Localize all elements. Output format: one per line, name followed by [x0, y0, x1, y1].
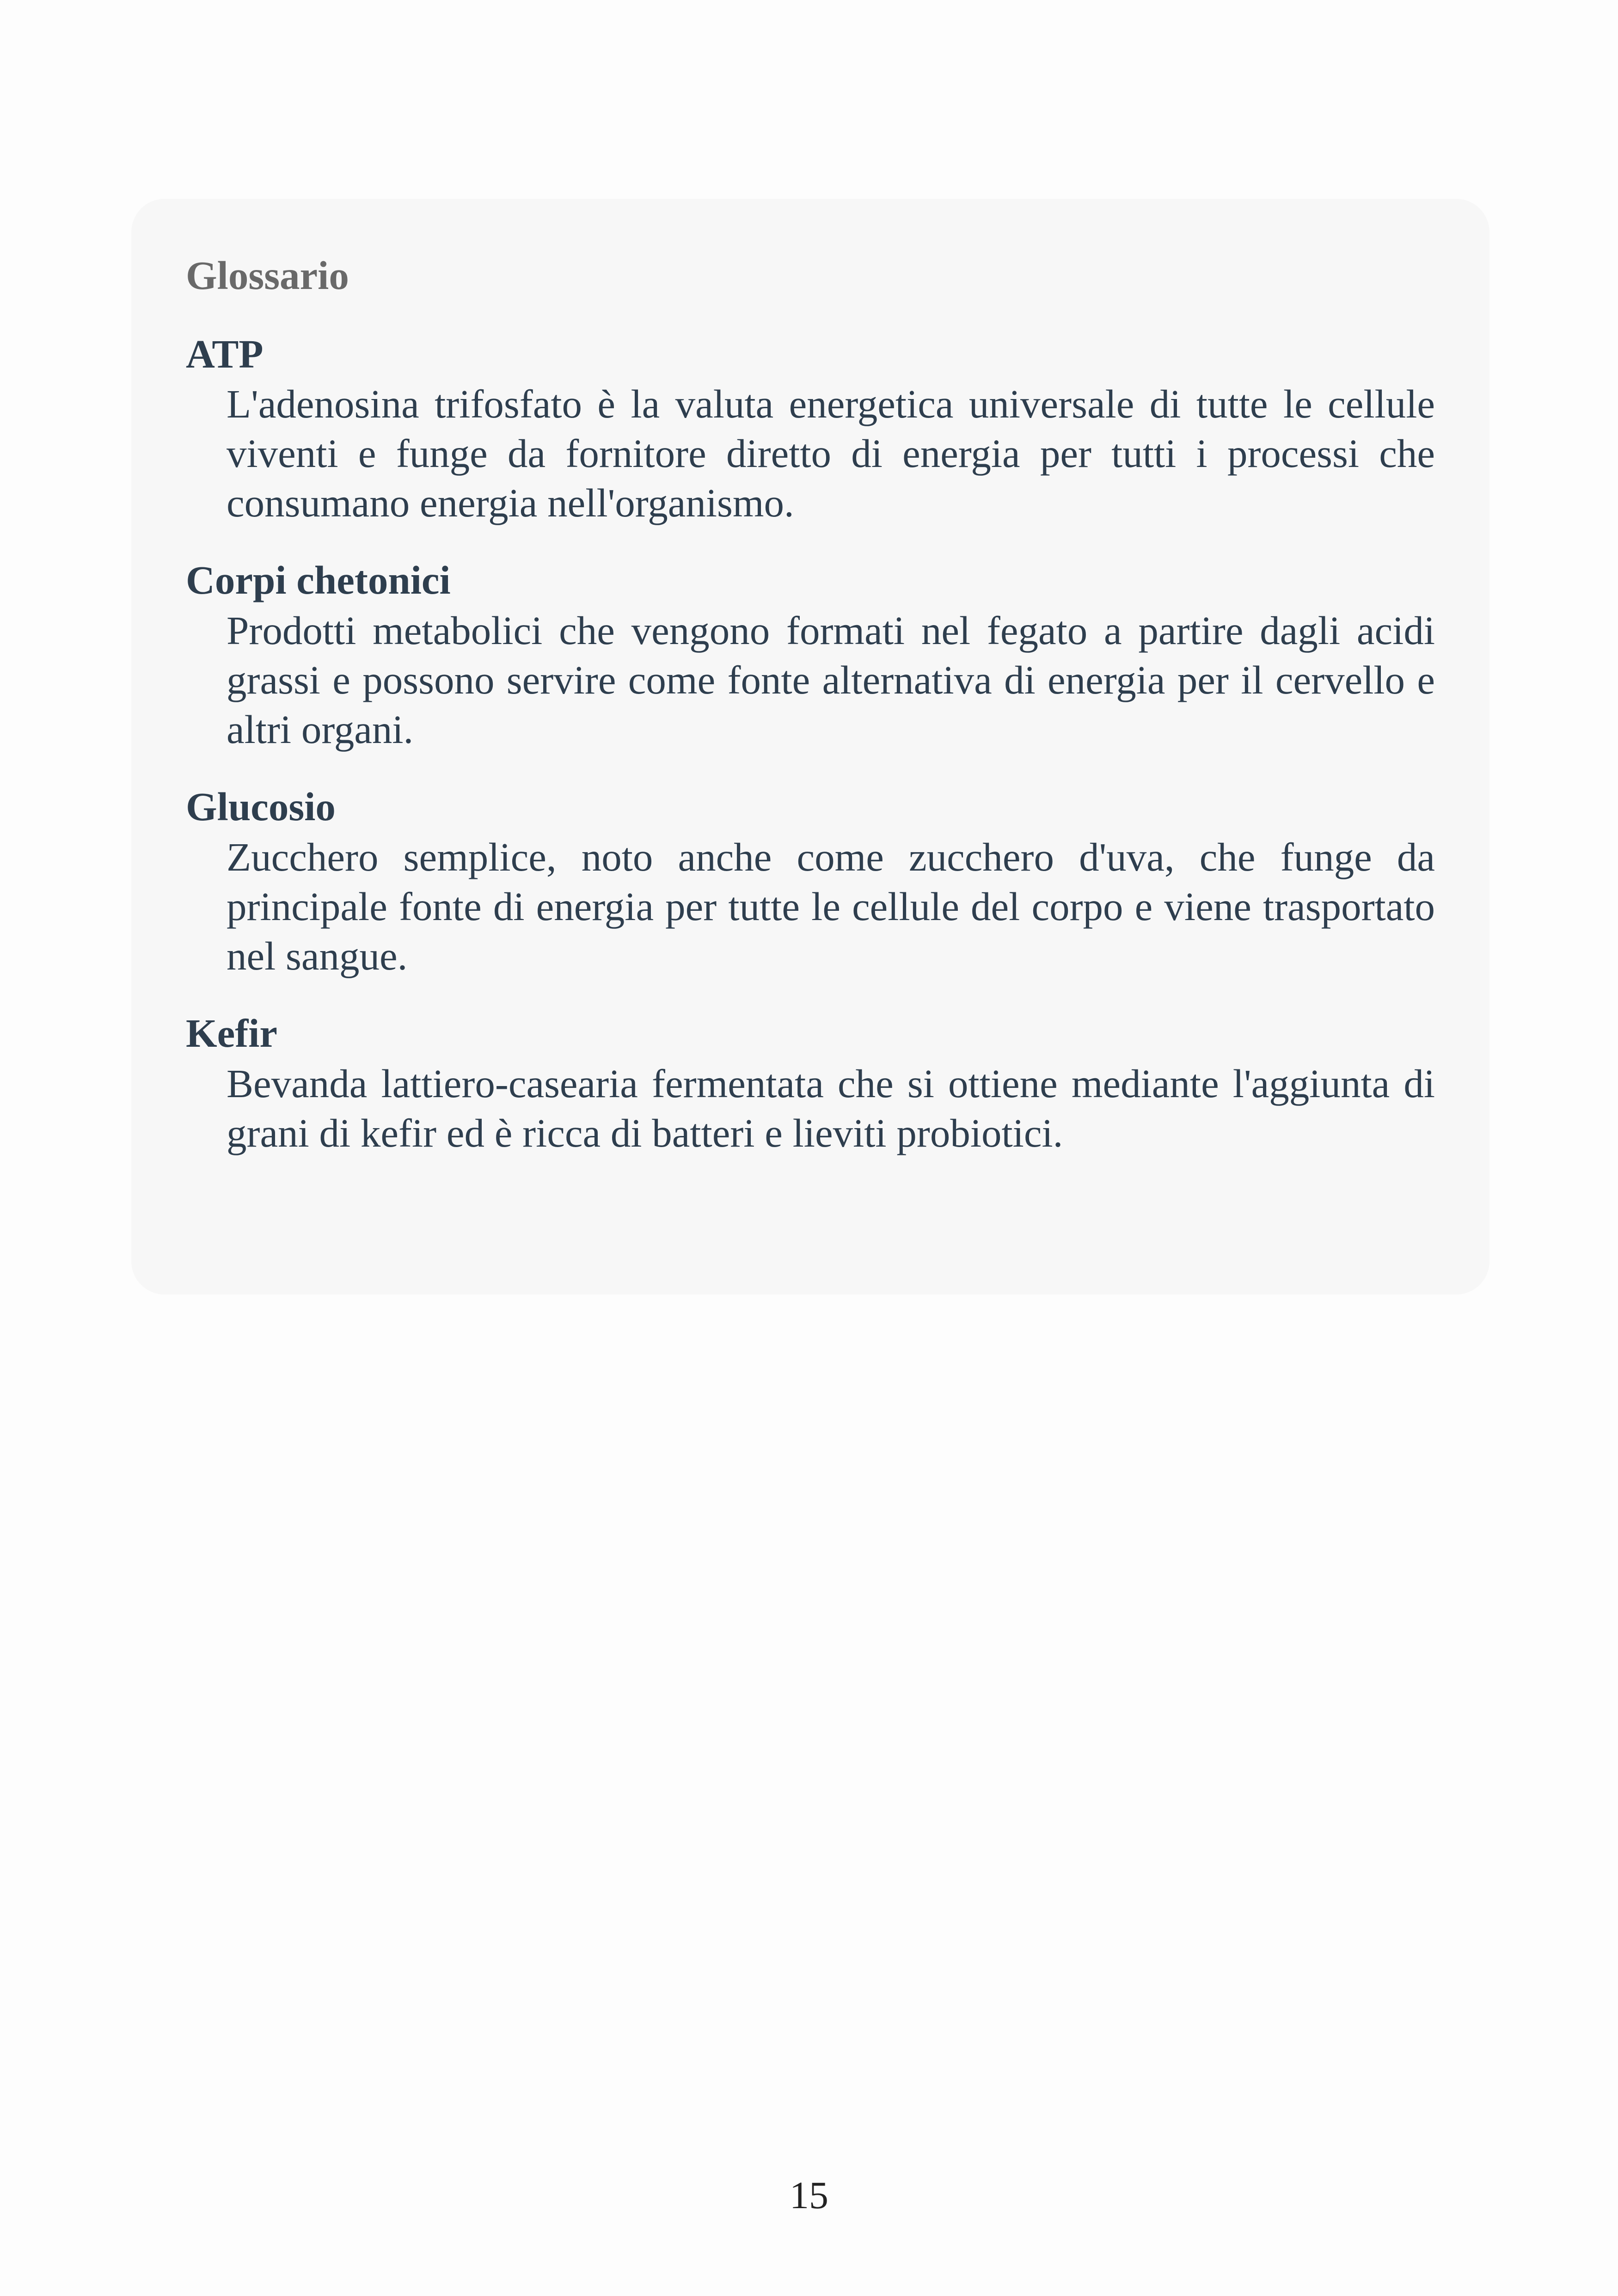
- glossary-entry-kefir: [186, 1008, 1435, 1158]
- glossary-entries: [186, 329, 1435, 1158]
- glossary-term: ATP: [186, 331, 264, 376]
- glossary-entry-atp: [186, 329, 1435, 528]
- glossary-definition: Prodotti metabolici che vengono formati nel fegato a partire dagli acidi grassi e possono servire come fonte alternativa di energia per il cervello e altri organi.: [227, 608, 1435, 752]
- glossary-definition: L'adenosina trifosfato è la valuta energetica universale di tutte le cellule viventi e funge da fornitore diretto di energia per tutti i processi che consumano energia nell'organismo.: [227, 381, 1435, 526]
- glossary-definition: Zucchero semplice, noto anche come zucchero d'uva, che funge da principale fonte di energia per tutte le cellule del corpo e viene trasportato nel sangue.: [227, 834, 1435, 978]
- glossary-title: Glossario: [186, 253, 349, 298]
- page-number: 15: [790, 2174, 828, 2217]
- glossary-term: Glucosio: [186, 784, 336, 829]
- glossary-definition: Bevanda lattiero-casearia fermentata che si ottiene mediante l'aggiunta di grani di kefir ed è ricca di batteri e lieviti probiotici.: [227, 1061, 1435, 1155]
- glossary-box: [131, 199, 1489, 1295]
- glossary-term: Kefir: [186, 1010, 278, 1056]
- glossary-entry-glucosio: [186, 782, 1435, 981]
- glossary-term: Corpi chetonici: [186, 558, 451, 603]
- glossary-entry-corpi-chetonici: [186, 555, 1435, 754]
